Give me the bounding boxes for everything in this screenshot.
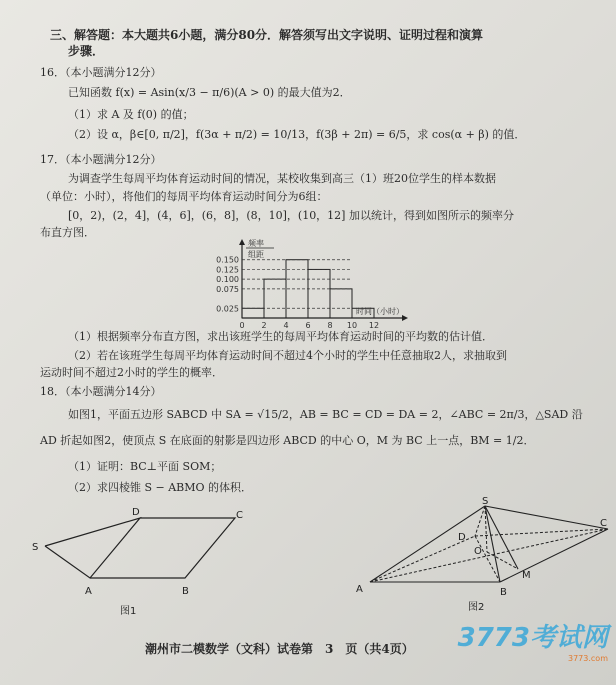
section-heading-cont: 步骤． (68, 44, 105, 58)
x-tick-label: 12 (368, 321, 380, 330)
histogram-bar (242, 308, 264, 318)
q17-stem-2: （单位：小时），将他们的每周平均体育运动时间分为6组： (40, 190, 328, 203)
y-tick-label: 0.025 (216, 304, 239, 314)
fig1-label-a: A (85, 586, 92, 597)
q17-part2-cont: 运动时间不超过2小时的学生的概率． (40, 366, 223, 379)
page-footer: 潮州市二模数学（文科）试卷第 3 页（共4页） (145, 642, 414, 656)
y-tick-label: 0.100 (216, 275, 239, 285)
y-axis-label-top: 频率 (248, 239, 264, 248)
frequency-histogram (200, 238, 440, 330)
x-tick-label: 10 (346, 321, 358, 330)
fig1-label-b: B (182, 586, 189, 597)
figure-2-pyramid (350, 496, 610, 616)
histogram-bar (264, 279, 286, 318)
x-axis-label: 时间（小时） (356, 307, 404, 316)
q17-stem-1: 为调查学生每周平均体育运动时间的情况，某校收集到高三（1）班20位学生的样本数据 (68, 172, 496, 185)
q17-stem-4: 布直方图． (40, 226, 95, 239)
fig2-label-m: M (522, 570, 531, 581)
y-tick-label: 0.150 (216, 255, 239, 265)
watermark-url: 3773.com (568, 654, 608, 663)
fig2-label-s: S (482, 496, 489, 507)
y-tick-label: 0.075 (216, 284, 239, 294)
q16-stem: 已知函数 f(x) = Asin(x/3 − π/6)(A > 0) 的最大值为2． (68, 86, 351, 99)
fig1-triangle-sad (45, 518, 140, 578)
fig2-label-o: O (474, 546, 482, 557)
site-watermark (458, 617, 608, 663)
q17-title: 17．（本小题满分12分） (40, 153, 162, 166)
section-heading: 三、解答题：本大题共6小题，满分80分．解答须写出文字说明、证明过程和演算 (50, 28, 484, 42)
q18-part2: （2）求四棱锥 S − ABMO 的体积． (68, 481, 253, 494)
figure-1-pentagon (30, 506, 270, 618)
histogram-bar (308, 269, 330, 318)
q17-part1: （1）根据频率分布直方图，求出该班学生的每周平均体育运动时间的平均数的估计值． (68, 330, 493, 343)
q18-stem-2: AD 折起如图2，使顶点 S 在底面的射影是四边形 ABCD 的中心 O，M 为 BC 上一点，BM = 1/2． (40, 434, 535, 447)
y-axis-arrow (239, 239, 245, 245)
q16-part1: （1）求 A 及 f(0) 的值； (68, 108, 194, 121)
fig2-label-c: C (600, 518, 607, 529)
fig2-caption: 图2 (468, 602, 485, 613)
q17-part2: （2）若在该班学生每周平均体育运动时间不超过4个小时的学生中任意抽取2人，求抽取到 (68, 349, 507, 362)
x-tick-label: 4 (283, 321, 289, 330)
fig1-label-c: C (236, 510, 243, 521)
watermark-logo: 3773考试网 (457, 623, 608, 653)
q16-part2: （2）设 α，β∈[0, π/2]，f(3α + π/2) = 10/13，f(3β + 2π) = 6/5，求 cos(α + β) 的值． (68, 128, 526, 141)
x-tick-label: 6 (305, 321, 311, 330)
x-tick-label: 8 (327, 321, 333, 330)
x-tick-label: 2 (261, 321, 267, 330)
y-axis-label-bottom: 组距 (248, 250, 264, 259)
fig1-rhombus-edges (90, 518, 235, 578)
fig2-label-d: D (458, 532, 466, 543)
q17-stem-3: [0，2)，(2，4]，(4，6]，(6，8]，(8，10]，(10，12] 加以统计，得到如图所示的频率分 (68, 209, 514, 222)
fig2-label-a: A (356, 584, 363, 595)
fig2-label-b: B (500, 587, 507, 598)
fig1-label-s: S (32, 542, 39, 553)
x-tick-label: 0 (239, 321, 245, 330)
fig1-caption: 图1 (120, 606, 137, 617)
q16-title: 16．（本小题满分12分） (40, 66, 162, 79)
q18-title: 18．（本小题满分14分） (40, 385, 162, 398)
q18-stem-1: 如图1，平面五边形 SABCD 中 SA = √15/2，AB = BC = CD = DA = 2，∠ABC = 2π/3，△SAD 沿 (68, 408, 583, 421)
y-tick-label: 0.125 (216, 265, 239, 275)
histogram-bar (330, 289, 352, 318)
q18-part1: （1）证明：BC⊥平面 SOM； (68, 460, 222, 473)
fig1-label-d: D (132, 507, 140, 518)
